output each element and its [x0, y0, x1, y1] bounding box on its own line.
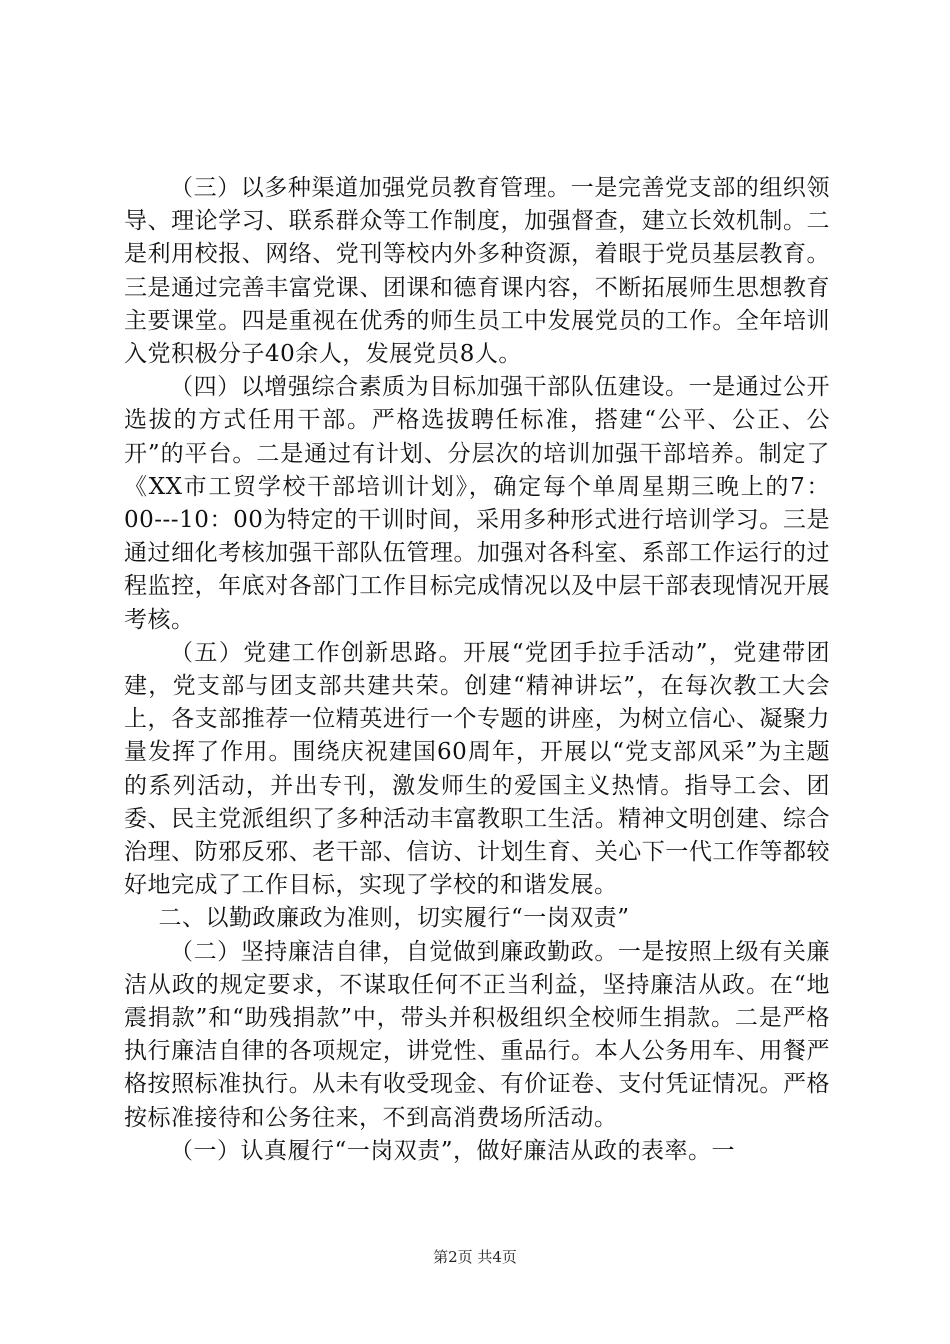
- document-body: [124, 172, 830, 1168]
- paragraph-dual-responsibility: （一）认真履行“一岗双责”，做好廉洁从政的表率。一: [170, 1137, 736, 1164]
- paragraph-cadre-team-building: （四）以增强综合素质为目标加强干部队伍建设。一是通过公开选拔的方式任用干部。严格选拔聘任标准，搭建“公平、公正、公开”的平台。二是通过有计划、分层次的培训加强干部培养。制定了《XX市工贸学校干部培训计划》，确定每个单周星期三晚上的7：00---10：00为特定的干训时间，采用多种形式进行培训学习。三是通过细化考核加强干部队伍管理。加强对各科室、系部工作运行的过程监控，年底对各部门工作目标完成情况以及中层干部表现情况开展考核。: [124, 374, 830, 633]
- paragraph-party-member-education: （三）以多种渠道加强党员教育管理。一是完善党支部的组织领导、理论学习、联系群众等工作制度，加强督查，建立长效机制。二是利用校报、网络、党刊等校内外多种资源，着眼于党员基层教育。三是通过完善丰富党课、团课和德育课内容，不断拓展师生思想教育主要课堂。四是重视在优秀的师生员工中发展党员的工作。全年培训入党积极分子40余人，发展党员8人。: [124, 175, 830, 368]
- paragraph-self-discipline: （二）坚持廉洁自律，自觉做到廉政勤政。一是按照上级有关廉洁从政的规定要求，不谋取任何不正当利益，坚持廉洁从政。在“地震捐款”和“助残捐款”中，带头并积极组织全校师生捐款。二是严格执行廉洁自律的各项规定，讲党性、重品行。本人公务用车、用餐严格按照标准执行。从未有收受现金、有价证卷、支付凭证情况。严格按标准接待和公务往来，不到高消费场所活动。: [124, 938, 830, 1131]
- paragraph-party-building-innovation: （五）党建工作创新思路。开展“党团手拉手活动”，党建带团建，党支部与团支部共建共荣。创建“精神讲坛”，在每次教工大会上，各支部推荐一位精英进行一个专题的讲座，为树立信心、凝聚力量发挥了作用。围绕庆祝建国60周年，开展以“党支部风采”为主题的系列活动，并出专刊，激发师生的爱国主义热情。指导工会、团委、民主党派组织了多种活动丰富教职工生活。精神文明创建、综合治理、防邪反邪、老干部、信访、计划生育、关心下一代工作等都较好地完成了工作目标，实现了学校的和谐发展。: [124, 639, 830, 899]
- page-number-footer: 第2页 共4页: [433, 1248, 517, 1266]
- section-heading-integrity: 二、以勤政廉政为准则，切实履行“一岗双责”: [158, 905, 630, 932]
